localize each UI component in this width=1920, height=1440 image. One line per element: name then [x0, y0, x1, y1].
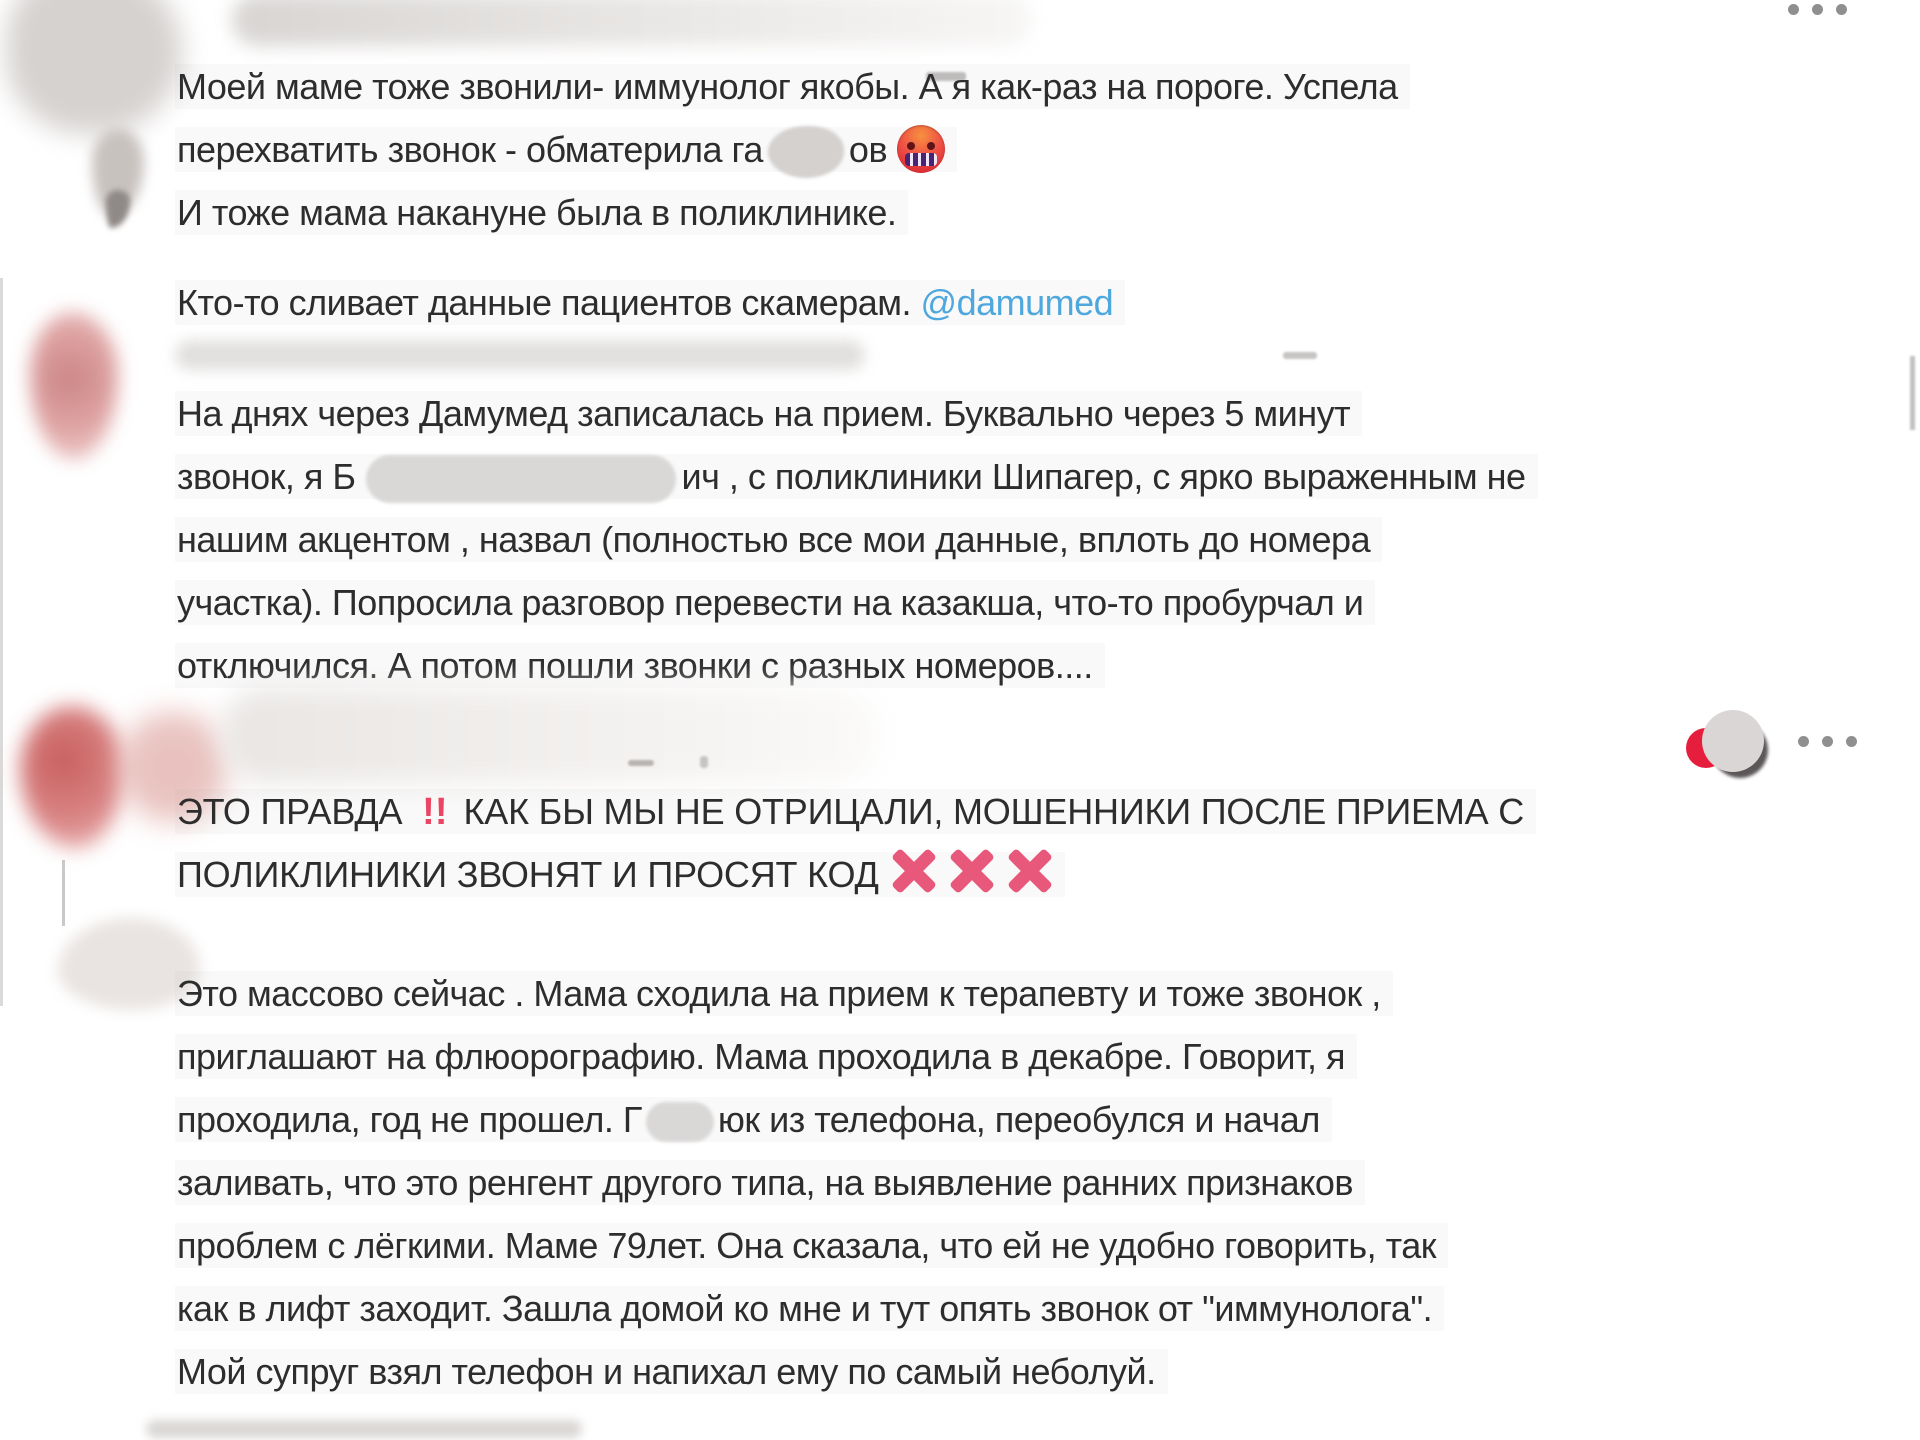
- cross-mark-icon: [1007, 848, 1053, 894]
- comment-1-text: [175, 55, 1410, 244]
- text: На днях через Дамумед записалась на прием. Буквально через 5 минут: [175, 391, 1362, 436]
- angry-emoji-icon: [897, 125, 945, 173]
- text: заливать, что это ренгент другого типа, на выявление ранних признаков: [175, 1160, 1365, 1205]
- text: отключился. А потом пошли звонки с разных номеров....: [175, 643, 1105, 688]
- text: участка). Попросила разговор перевести на казакша, что-то пробурчал и: [175, 580, 1375, 625]
- mention-link[interactable]: @damumed: [920, 282, 1114, 323]
- text: перехватить звонок - обматерила га: [177, 129, 763, 170]
- comment-text-line: [175, 1340, 1448, 1403]
- text: ов: [848, 129, 888, 170]
- comment-text-line: [175, 1214, 1448, 1277]
- censored-blur: [366, 455, 676, 503]
- text: Кто-то сливает данные пациентов скамерам.: [177, 282, 921, 323]
- comment-text-line: [175, 962, 1448, 1025]
- username-blurred[interactable]: [175, 340, 865, 370]
- text: нашим акцентом , назвал (полностью все мои данные, вплоть до номера: [175, 517, 1382, 562]
- text: Это массово сейчас . Мама сходила на прием к терапевту и тоже звонок ,: [175, 971, 1393, 1016]
- username-blurred[interactable]: [232, 0, 1032, 46]
- comment-4-text: [175, 962, 1448, 1403]
- text: Моей маме тоже звонили- иммунолог якобы. А я как-раз на пороге. Успела: [175, 64, 1410, 109]
- comment-3-text: [175, 780, 1536, 906]
- censored-blur: [768, 126, 844, 178]
- blur-fragment: [700, 756, 708, 768]
- text: юк из телефона, переобулся и начал: [717, 1099, 1320, 1140]
- text: КАК БЫ МЫ НЕ ОТРИЦАЛИ, МОШЕННИКИ ПОСЛЕ ПРИЕМА С: [463, 791, 1525, 832]
- comment-text-line: [175, 1025, 1448, 1088]
- avatar-blurred[interactable]: [20, 706, 124, 848]
- comment-text-line: [175, 843, 1536, 906]
- blur-fragment: [1283, 352, 1317, 359]
- comment-text-line: [175, 181, 1410, 244]
- comment-text-line: [175, 571, 1538, 634]
- comment-text-line: [175, 271, 1125, 334]
- avatar-blurred[interactable]: [6, 0, 182, 134]
- cross-mark-icon: [949, 848, 995, 894]
- text: звонок, я Б: [177, 456, 356, 497]
- liked-badge[interactable]: [1684, 710, 1764, 780]
- text: проходила, год не прошел. Г: [177, 1099, 642, 1140]
- text: приглашают на флюорографию. Мама проходила в декабре. Говорит, я: [175, 1034, 1357, 1079]
- text: ич , с поликлиники Шипагер, с ярко выраженным не: [681, 456, 1526, 497]
- avatar-blurred[interactable]: [30, 312, 118, 460]
- double-exclamation-icon: !!: [422, 791, 448, 833]
- comment-2-text: [175, 382, 1538, 697]
- left-edge-line: [0, 278, 3, 1006]
- text: Мой супруг взял телефон и напихал ему по самый неболуй.: [175, 1349, 1168, 1394]
- blur-fragment: [628, 760, 654, 766]
- comment-text-line: [175, 1151, 1448, 1214]
- text: И тоже мама накануне была в поликлинике.: [175, 190, 908, 235]
- censored-blur: [646, 1102, 714, 1142]
- text: как в лифт заходит. Зашла домой ко мне и тут опять звонок от "иммунолога".: [175, 1286, 1444, 1331]
- thread-connector-line: [62, 860, 65, 926]
- comment-text-line: [175, 55, 1410, 118]
- text: ПОЛИКЛИНИКИ ЗВОНЯТ И ПРОСЯТ КОД: [177, 854, 879, 895]
- right-edge-artifact: [1910, 356, 1915, 430]
- username-blurred[interactable]: [220, 688, 880, 784]
- text: проблем с лёгкими. Маме 79лет. Она сказала, что ей не удобно говорить, так: [175, 1223, 1448, 1268]
- cropped-blurred-line: [146, 1420, 582, 1438]
- comment-text-line: [175, 445, 1538, 508]
- badge-avatar-blurred: [1702, 710, 1764, 772]
- comment-text-line: [175, 118, 1410, 181]
- comment-text-line: [175, 508, 1538, 571]
- comment-text-line: [175, 1277, 1448, 1340]
- cross-mark-icon: [891, 848, 937, 894]
- comment-text-line: [175, 780, 1536, 843]
- avatar-blur-smear: [106, 190, 130, 228]
- more-options-icon[interactable]: [1788, 4, 1847, 15]
- text: ЭТО ПРАВДА: [177, 791, 413, 832]
- comment-text-line: [175, 382, 1538, 445]
- more-options-icon[interactable]: [1798, 736, 1857, 747]
- comment-1-paragraph-2: [175, 271, 1125, 334]
- comment-text-line: [175, 1088, 1448, 1151]
